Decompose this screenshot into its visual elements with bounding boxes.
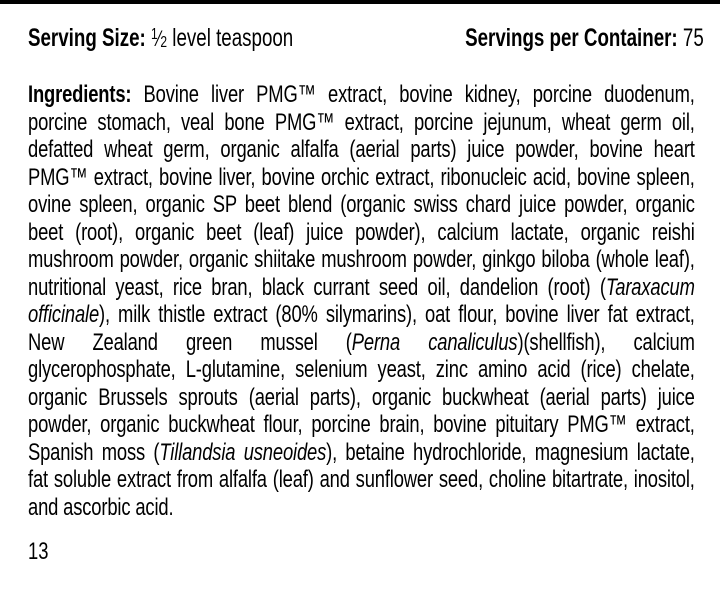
fraction-numerator: 1 (150, 26, 158, 43)
page-number (28, 538, 128, 566)
page-number-text: 13 (28, 538, 49, 565)
ingredients-segment-italic: Taraxacum officinale (28, 273, 695, 328)
serving-size-label: Serving Size: (28, 24, 146, 52)
ingredients-segment-normal: )(shellfish), calcium glycerophosphate, L-glutamine, selenium yeast, zinc amino acid (rice) chelate, organic Brussels sprouts (aerial parts), organic buckwheat (aerial parts) juice powder, organic buckwheat flour, porcine brain, bovine pituitary PMG™ extract, Spanish moss ( (28, 328, 695, 466)
serving-size-unit: level teaspoon (172, 24, 294, 52)
fraction-denominator: 2 (160, 34, 168, 51)
ingredients-segment-italic: Perna canaliculus (351, 328, 518, 356)
serving-size-fraction (151, 24, 167, 52)
ingredients-segment-italic: Tillandsia usneoides (159, 438, 327, 466)
ingredients-segment-normal: ), milk thistle extract (80% silymarins), oat flour, bovine liver fat extract, New Zealand green mussel ( (28, 301, 695, 356)
servings-per-container-value: 75 (682, 24, 704, 52)
ingredients-text (28, 81, 695, 521)
ingredients-segment-bold: Ingredients: (28, 81, 144, 108)
ingredients-paragraph (28, 81, 695, 521)
servings-per-container (465, 23, 704, 53)
ingredients-segment-normal: Bovine liver PMG™ extract, bovine kidney, porcine duodenum, porcine stomach, veal bone PMG™ extract, porcine jejunum, wheat germ oil, defatted wheat germ, organic alfalfa (aerial parts) juice powder, bovine heart PMG™ extract, bovine liver, bovine orchic extract, ribonucleic acid, bovine spleen, ovine spleen, organic SP beet blend (organic swiss chard juice powder, organic beet (root), organic beet (leaf) juice powder), calcium lactate, organic reishi mushroom powder, organic shiitake mushroom powder, ginkgo biloba (whole leaf), nutritional yeast, rice bran, black currant seed oil, dandelion (root) ( (28, 81, 695, 301)
ingredients-segment-normal: ), betaine hydrochloride, magnesium lactate, fat soluble extract from alfalfa (leaf) and sunflower seed, choline bitartrate, inositol, and ascorbic acid. (28, 438, 695, 521)
servings-per-container-label: Servings per Container: (465, 24, 678, 52)
top-rule (0, 0, 720, 4)
serving-info-row (28, 20, 704, 52)
fraction-slash: ⁄ (157, 26, 161, 51)
serving-size (28, 20, 293, 58)
